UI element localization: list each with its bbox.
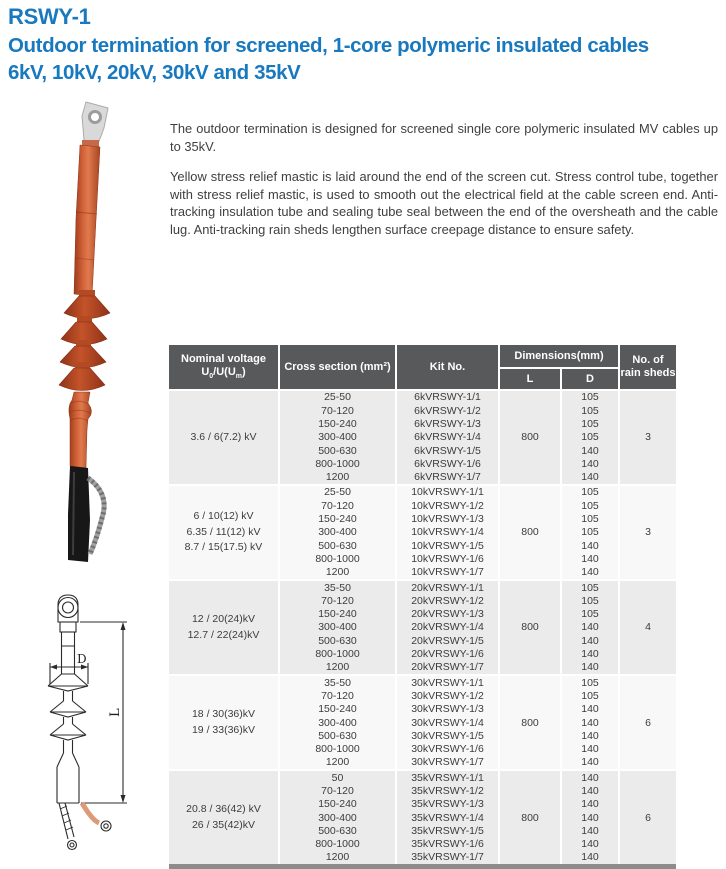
voltage-line: 3.6 / 6(7.2) kV xyxy=(190,430,257,443)
cross-section-cell: 70-120 xyxy=(279,499,396,512)
rain-sheds-cell: 3 xyxy=(619,485,676,580)
dim-d-cell: 140 xyxy=(561,553,619,566)
kit-no-cell: 35kVRSWY-1/4 xyxy=(396,811,499,824)
kit-no-cell: 6kVRSWY-1/7 xyxy=(396,471,499,485)
termination-photo-graphic xyxy=(30,100,150,570)
table-row xyxy=(169,485,676,499)
cross-section-cell: 300-400 xyxy=(279,716,396,729)
kit-no-cell: 30kVRSWY-1/2 xyxy=(396,690,499,703)
drawing-ground-braid xyxy=(59,803,77,850)
kit-no-cell: 10kVRSWY-1/4 xyxy=(396,526,499,539)
cross-section-cell: 50 xyxy=(279,770,396,784)
voltage-line: 18 / 30(36)kV xyxy=(191,708,256,721)
dim-d-cell: 105 xyxy=(561,594,619,607)
dim-d-cell: 140 xyxy=(561,634,619,647)
kit-no-cell: 6kVRSWY-1/5 xyxy=(396,444,499,457)
dim-d-cell: 105 xyxy=(561,608,619,621)
title-block xyxy=(8,3,720,86)
voltage-group-3 xyxy=(169,580,676,675)
dim-d-cell: 105 xyxy=(561,513,619,526)
cross-section-cell: 500-630 xyxy=(279,729,396,742)
voltage-line: 26 / 35(42)kV xyxy=(191,818,256,831)
dim-l-cell: 800 xyxy=(499,675,561,770)
table-row xyxy=(169,390,676,404)
dim-d-cell: 105 xyxy=(561,690,619,703)
dim-d-cell: 140 xyxy=(561,648,619,661)
kit-no-cell: 10kVRSWY-1/3 xyxy=(396,513,499,526)
dim-d-cell: 105 xyxy=(561,580,619,594)
cross-section-cell: 150-240 xyxy=(279,703,396,716)
col-header-dim-l: L xyxy=(499,368,561,390)
kit-no-cell: 20kVRSWY-1/2 xyxy=(396,594,499,607)
kit-no-cell: 6kVRSWY-1/4 xyxy=(396,431,499,444)
kit-no-cell: 30kVRSWY-1/6 xyxy=(396,743,499,756)
dim-d-cell: 140 xyxy=(561,471,619,485)
cross-section-cell: 800-1000 xyxy=(279,648,396,661)
cross-section-cell: 1200 xyxy=(279,661,396,675)
cross-section-cell: 70-120 xyxy=(279,785,396,798)
kit-no-cell: 10kVRSWY-1/1 xyxy=(396,485,499,499)
rain-sheds-cell: 6 xyxy=(619,675,676,770)
kit-no-cell: 30kVRSWY-1/4 xyxy=(396,716,499,729)
cross-section-cell: 70-120 xyxy=(279,594,396,607)
voltage-cell xyxy=(169,580,279,675)
drawing-lug xyxy=(58,595,78,632)
kit-no-cell: 20kVRSWY-1/7 xyxy=(396,661,499,675)
cross-section-cell: 70-120 xyxy=(279,690,396,703)
dim-d-cell: 140 xyxy=(561,703,619,716)
voltage-cell xyxy=(169,675,279,770)
dim-d-cell: 105 xyxy=(561,485,619,499)
cross-section-cell: 1200 xyxy=(279,756,396,770)
dim-l-cell: 800 xyxy=(499,580,561,675)
dim-d-cell: 105 xyxy=(561,675,619,689)
cross-section-cell: 800-1000 xyxy=(279,743,396,756)
cross-section-cell: 800-1000 xyxy=(279,553,396,566)
cross-section-cell: 70-120 xyxy=(279,404,396,417)
dim-d-cell: 140 xyxy=(561,811,619,824)
dim-d-cell: 140 xyxy=(561,444,619,457)
dim-d-cell: 140 xyxy=(561,756,619,770)
kit-no-cell: 20kVRSWY-1/4 xyxy=(396,621,499,634)
col-header-nominal-voltage xyxy=(169,345,279,390)
rain-sheds-label-line2: rain sheds xyxy=(620,367,676,379)
cable-lug xyxy=(82,102,108,144)
dimension-label-d: D xyxy=(77,652,87,666)
rain-sheds-cell: 4 xyxy=(619,580,676,675)
dim-d-cell: 140 xyxy=(561,825,619,838)
cross-section-cell: 500-630 xyxy=(279,444,396,457)
kit-no-cell: 10kVRSWY-1/2 xyxy=(396,499,499,512)
page-title-voltages: 6kV, 10kV, 20kV, 30kV and 35kV xyxy=(8,60,301,84)
cross-section-cell: 1200 xyxy=(279,851,396,867)
dim-d-cell: 140 xyxy=(561,851,619,867)
rain-sheds-cell: 6 xyxy=(619,770,676,867)
dim-d-cell: 140 xyxy=(561,729,619,742)
upper-tube xyxy=(74,145,100,296)
table-header xyxy=(169,345,676,390)
kit-no-cell: 20kVRSWY-1/5 xyxy=(396,634,499,647)
kit-no-cell: 10kVRSWY-1/6 xyxy=(396,553,499,566)
table-row xyxy=(169,580,676,594)
kit-no-cell: 30kVRSWY-1/1 xyxy=(396,675,499,689)
dim-d-cell: 140 xyxy=(561,838,619,851)
rain-sheds-label-line1: No. of xyxy=(632,354,664,367)
dim-d-cell: 105 xyxy=(561,526,619,539)
dim-d-cell: 140 xyxy=(561,661,619,675)
dim-d-cell: 140 xyxy=(561,785,619,798)
page-title: Outdoor termination for screened, 1-core polymeric insulated cables xyxy=(8,33,649,57)
dim-d-cell: 105 xyxy=(561,390,619,404)
kit-no-cell: 10kVRSWY-1/5 xyxy=(396,539,499,552)
cross-section-cell: 150-240 xyxy=(279,798,396,811)
voltage-line: 19 / 33(36)kV xyxy=(191,723,256,736)
dim-d-cell: 105 xyxy=(561,499,619,512)
voltage-cell xyxy=(169,770,279,867)
col-header-kit-no: Kit No. xyxy=(396,345,499,390)
kit-no-cell: 35kVRSWY-1/1 xyxy=(396,770,499,784)
kit-no-cell: 6kVRSWY-1/2 xyxy=(396,404,499,417)
dim-d-cell: 140 xyxy=(561,566,619,580)
kit-no-cell: 20kVRSWY-1/3 xyxy=(396,608,499,621)
cross-section-cell: 800-1000 xyxy=(279,838,396,851)
cross-section-cell: 150-240 xyxy=(279,513,396,526)
kit-no-cell: 35kVRSWY-1/7 xyxy=(396,851,499,867)
product-model: RSWY-1 xyxy=(8,4,91,29)
cross-section-cell: 25-50 xyxy=(279,485,396,499)
nominal-voltage-symbols: $U_0/U(U_m)$ xyxy=(201,365,246,380)
dim-d-cell: 140 xyxy=(561,798,619,811)
dim-d-cell: 140 xyxy=(561,743,619,756)
voltage-group-2 xyxy=(169,485,676,580)
voltage-group-5 xyxy=(169,770,676,867)
cross-section-cell: 300-400 xyxy=(279,621,396,634)
dim-d-cell: 140 xyxy=(561,770,619,784)
kit-no-cell: 35kVRSWY-1/5 xyxy=(396,825,499,838)
termination-outline-drawing xyxy=(30,591,150,861)
dim-l-cell: 800 xyxy=(499,485,561,580)
dim-d-cell: 105 xyxy=(561,404,619,417)
kit-no-cell: 35kVRSWY-1/3 xyxy=(396,798,499,811)
cross-section-cell: 500-630 xyxy=(279,825,396,838)
cross-section-cell: 150-240 xyxy=(279,608,396,621)
lower-tube xyxy=(69,392,92,468)
kit-no-cell: 30kVRSWY-1/5 xyxy=(396,729,499,742)
cross-section-cell: 500-630 xyxy=(279,634,396,647)
col-header-cross-section: Cross section (mm²) xyxy=(279,345,396,390)
cross-section-cell: 800-1000 xyxy=(279,457,396,470)
col-header-rain-sheds xyxy=(619,345,676,390)
dim-d-cell: 105 xyxy=(561,418,619,431)
kit-no-cell: 6kVRSWY-1/1 xyxy=(396,390,499,404)
dim-l-cell: 800 xyxy=(499,770,561,867)
cross-section-cell: 500-630 xyxy=(279,539,396,552)
cross-section-cell: 300-400 xyxy=(279,431,396,444)
rain-sheds xyxy=(59,290,110,391)
table-row xyxy=(169,675,676,689)
kit-no-cell: 30kVRSWY-1/7 xyxy=(396,756,499,770)
voltage-line: 12 / 20(24)kV xyxy=(191,613,256,626)
dimension-drawing xyxy=(30,591,150,861)
voltage-line: 8.7 / 15(17.5) kV xyxy=(184,541,263,554)
spec-table xyxy=(169,345,676,869)
col-header-dimensions: Dimensions(mm) xyxy=(499,345,619,368)
cross-section-cell: 1200 xyxy=(279,471,396,485)
dim-d-cell: 140 xyxy=(561,457,619,470)
voltage-cell xyxy=(169,390,279,485)
voltage-group-4 xyxy=(169,675,676,770)
nominal-voltage-label: Nominal voltage xyxy=(181,352,266,365)
kit-no-cell: 30kVRSWY-1/3 xyxy=(396,703,499,716)
intro-paragraph-2: Yellow stress relief mastic is laid around the end of the screen cut. Stress control tube, together with stress relief mastic, is used to smooth out the electrical field at the cable screen end. Anti-tracking insulation tube and sealing tube seal between the end of the oversheath and the cable lug. Anti-tracking rain sheds lengthen surface creepage distance to ensure safety. xyxy=(170,169,718,237)
cross-section-cell: 1200 xyxy=(279,566,396,580)
intro-paragraph-1: The outdoor termination is designed for screened single core polymeric insulated MV cables up to 35kV. xyxy=(170,121,718,154)
product-photo xyxy=(30,100,150,570)
voltage-group-1 xyxy=(169,390,676,485)
dim-d-cell: 140 xyxy=(561,716,619,729)
drawing-earth-wire xyxy=(82,803,111,831)
cross-section-cell: 35-50 xyxy=(279,675,396,689)
voltage-line: 6.35 / 11(12) kV xyxy=(186,525,261,538)
col-header-dim-d: D xyxy=(561,368,619,390)
voltage-line: 6 / 10(12) kV xyxy=(193,510,254,523)
kit-no-cell: 35kVRSWY-1/6 xyxy=(396,838,499,851)
intro-text xyxy=(170,120,718,239)
dim-d-cell: 105 xyxy=(561,431,619,444)
voltage-line: 12.7 / 22(24)kV xyxy=(187,628,260,641)
cross-section-cell: 300-400 xyxy=(279,811,396,824)
cross-section-cell: 150-240 xyxy=(279,418,396,431)
cross-section-cell: 300-400 xyxy=(279,526,396,539)
kit-no-cell: 6kVRSWY-1/3 xyxy=(396,418,499,431)
kit-no-cell: 20kVRSWY-1/1 xyxy=(396,580,499,594)
table-row xyxy=(169,770,676,784)
kit-no-cell: 20kVRSWY-1/6 xyxy=(396,648,499,661)
dim-l-cell: 800 xyxy=(499,390,561,485)
rain-sheds-cell: 3 xyxy=(619,390,676,485)
kit-no-cell: 10kVRSWY-1/7 xyxy=(396,566,499,580)
voltage-cell xyxy=(169,485,279,580)
cross-section-cell: 25-50 xyxy=(279,390,396,404)
dim-d-cell: 140 xyxy=(561,621,619,634)
dim-d-cell: 140 xyxy=(561,539,619,552)
cable-end xyxy=(68,466,104,562)
kit-no-cell: 35kVRSWY-1/2 xyxy=(396,785,499,798)
cross-section-cell: 35-50 xyxy=(279,580,396,594)
dimension-label-l: L xyxy=(108,708,123,717)
voltage-line: 20.8 / 36(42) kV xyxy=(186,803,261,816)
kit-no-cell: 6kVRSWY-1/6 xyxy=(396,457,499,470)
